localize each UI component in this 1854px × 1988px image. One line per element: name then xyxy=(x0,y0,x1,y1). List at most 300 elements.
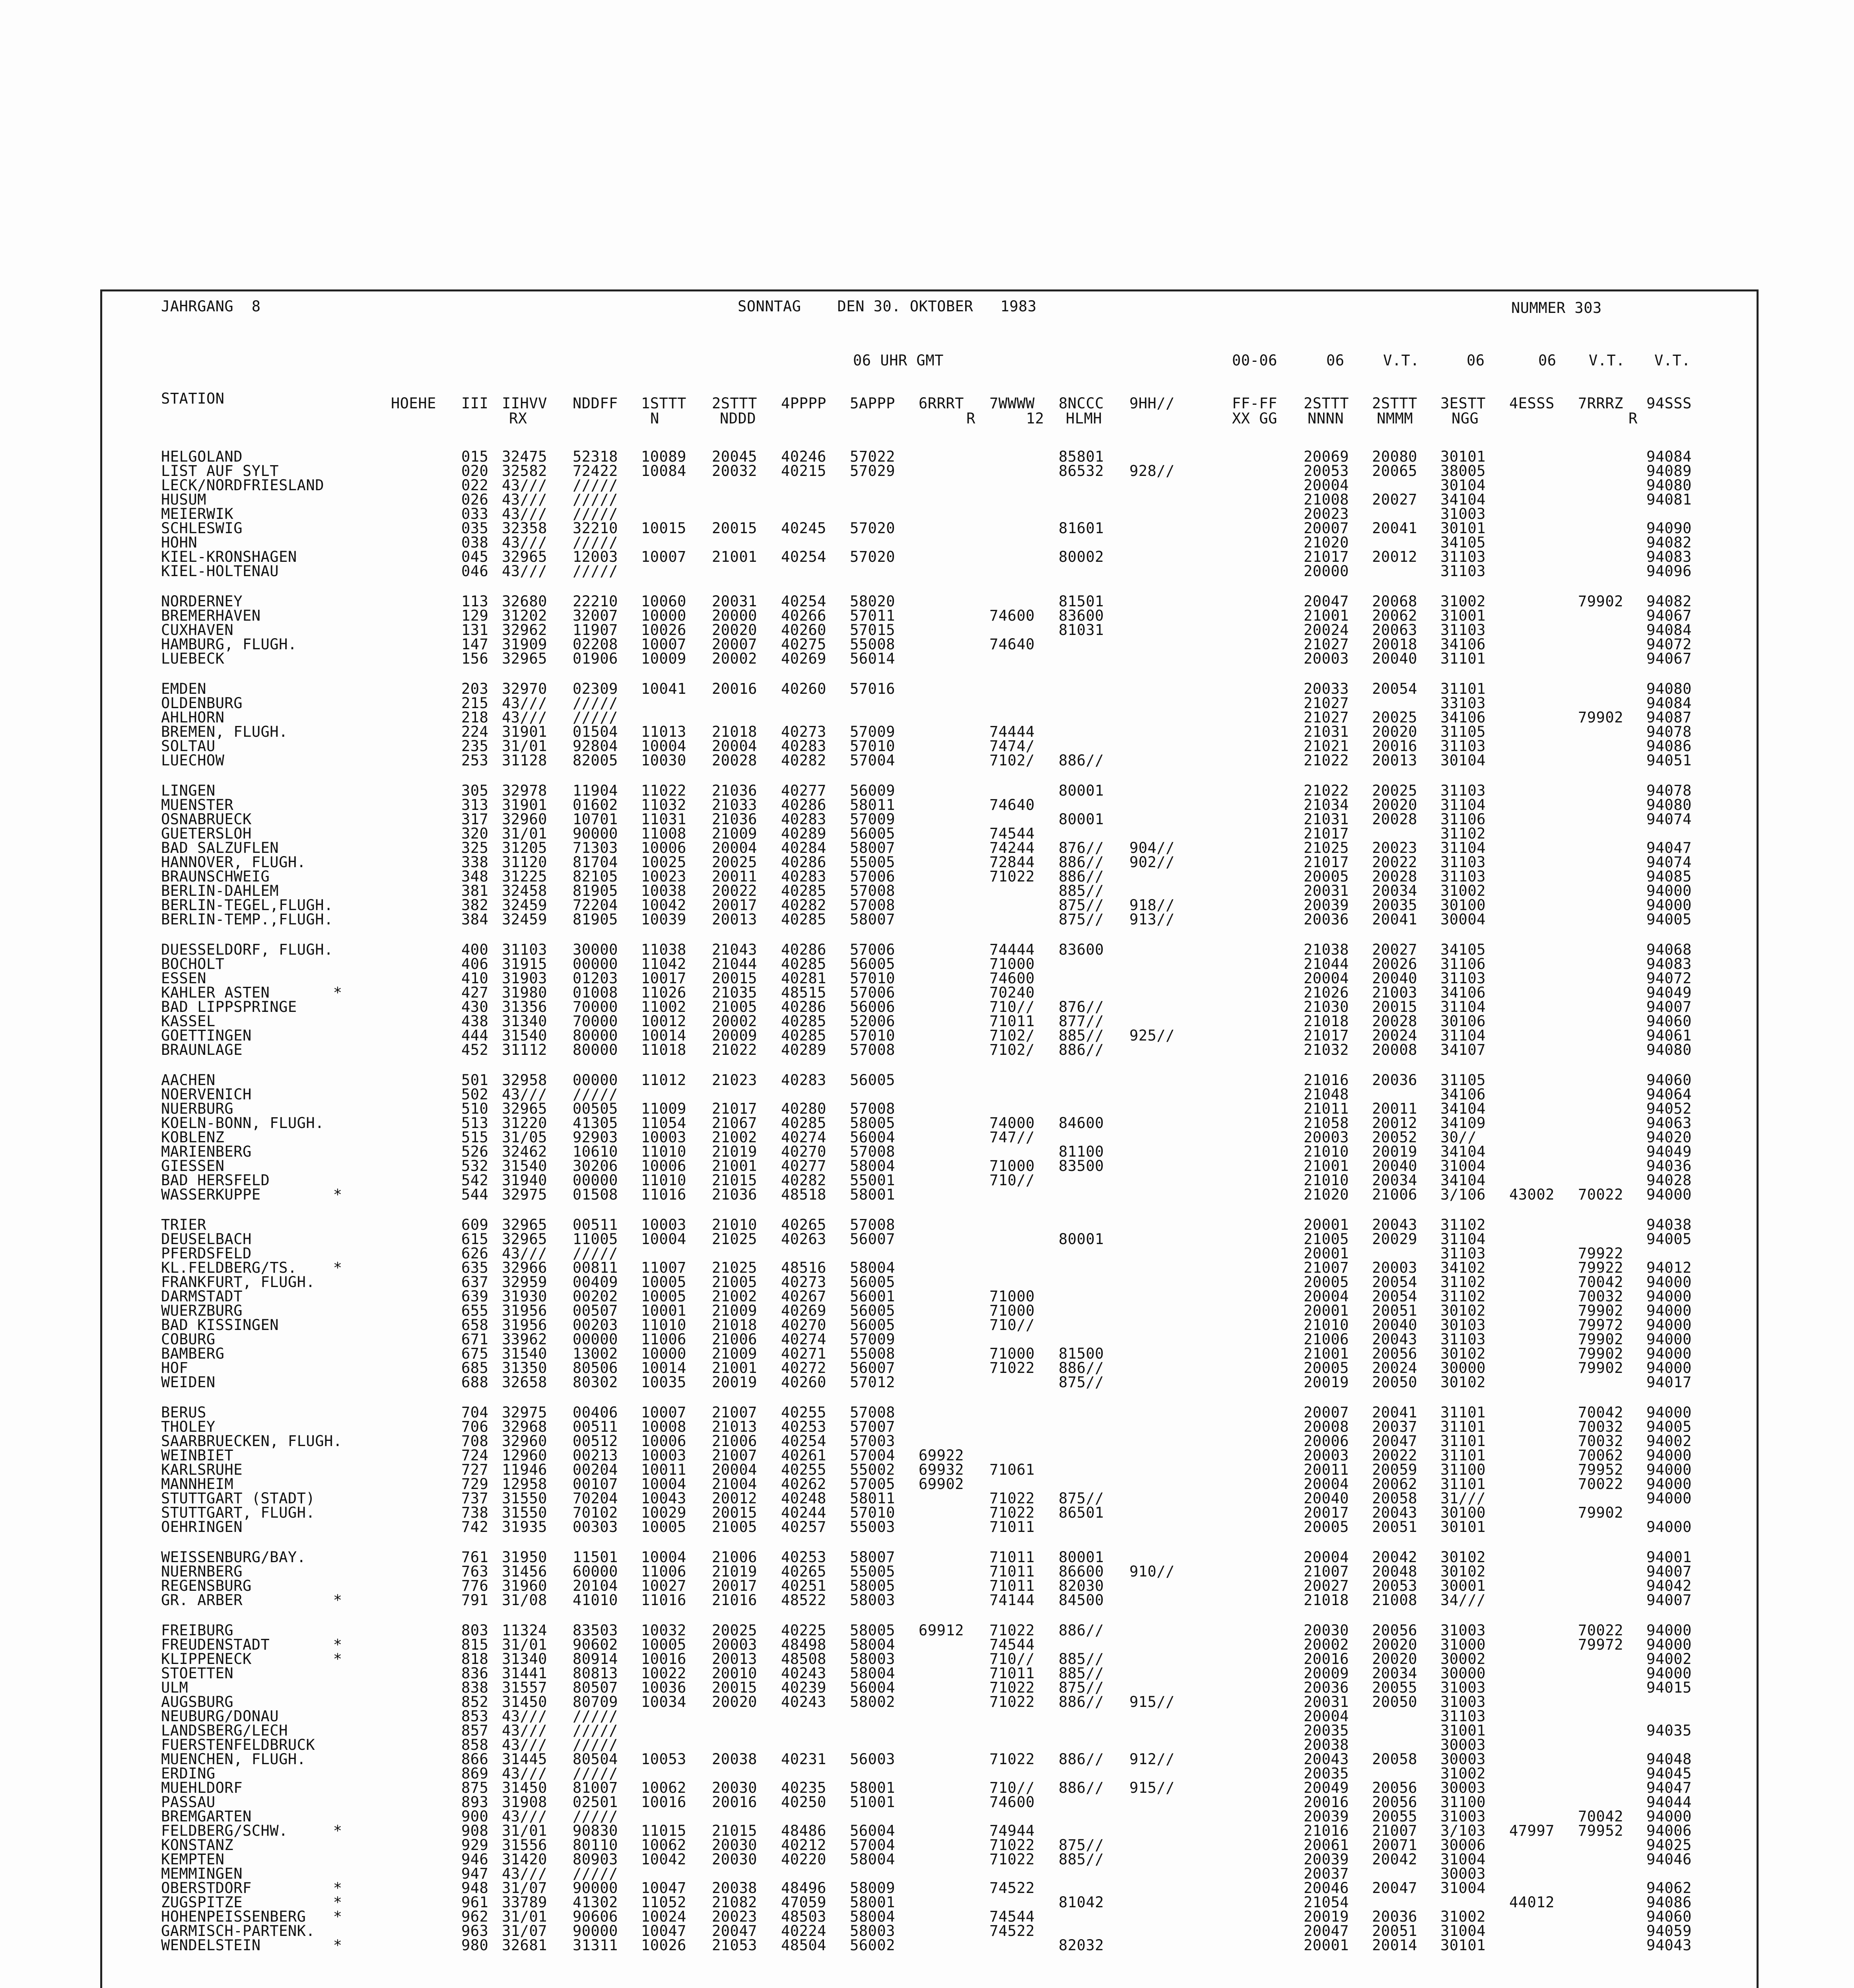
cell-b2sttt2: 20040 xyxy=(1372,650,1417,667)
cell-b2sttt: 20016 xyxy=(1304,1794,1349,1811)
cell-4pppp: 40255 xyxy=(781,1461,826,1478)
cell-3estt: 31000 xyxy=(1440,1636,1486,1653)
cell-2sttt: 21009 xyxy=(712,1302,757,1319)
cell-b2sttt: 21006 xyxy=(1304,1331,1349,1348)
cell-b2sttt: 20033 xyxy=(1304,680,1349,697)
cell-iihvv: 31/01 xyxy=(502,825,547,842)
cell-3estt: 31103 xyxy=(1440,854,1486,871)
cell-b2sttt2: 20013 xyxy=(1372,752,1417,769)
cell-b2sttt: 20005 xyxy=(1304,1274,1349,1291)
cell-1sttt: 11054 xyxy=(641,1114,686,1132)
cell-94sss: 94002 xyxy=(1646,1433,1692,1450)
cell-3estt: 31101 xyxy=(1440,1404,1486,1421)
cell-iii: 384 xyxy=(461,911,489,928)
cell-4pppp: 40254 xyxy=(781,548,826,565)
cell-4pppp: 40254 xyxy=(781,593,826,610)
cell-7rrrz: 79922 xyxy=(1578,1245,1623,1262)
cell-b2sttt: 21005 xyxy=(1304,1231,1349,1248)
cell-nddff: 00000 xyxy=(573,1172,618,1189)
cell-94sss: 94005 xyxy=(1646,911,1692,928)
cell-b2sttt: 21017 xyxy=(1304,854,1349,871)
cell-8nccc: 875// xyxy=(1059,911,1104,928)
cell-7wwww: 71022 xyxy=(989,1679,1035,1696)
cell-iii: 738 xyxy=(461,1504,489,1521)
cell-7rrrz: 79902 xyxy=(1578,709,1623,726)
cell-7wwww: 71022 xyxy=(989,1837,1035,1854)
cell-b2sttt: 21022 xyxy=(1304,752,1349,769)
cell-5appp: 56005 xyxy=(850,955,895,973)
cell-4pppp: 40265 xyxy=(781,1563,826,1580)
cell-station: PASSAU xyxy=(161,1794,216,1811)
cell-b2sttt: 20004 xyxy=(1304,1475,1349,1493)
cell-94sss: 94044 xyxy=(1646,1794,1692,1811)
cell-2sttt: 21006 xyxy=(712,1433,757,1450)
cell-4pppp: 40270 xyxy=(781,1316,826,1334)
cell-iihvv: 32459 xyxy=(502,897,547,914)
cell-iihvv: 11946 xyxy=(502,1461,547,1478)
cell-iii: 026 xyxy=(461,491,489,508)
cell-3estt: 31002 xyxy=(1440,593,1486,610)
cell-iihvv: 31/05 xyxy=(502,1129,547,1146)
cell-94sss: 94001 xyxy=(1646,1549,1692,1566)
cell-4pppp: 40285 xyxy=(781,955,826,973)
cell-3estt: 31001 xyxy=(1440,1722,1486,1739)
cell-nddff: ///// xyxy=(573,505,618,522)
cell-7wwww: 74640 xyxy=(989,796,1035,813)
cell-2sttt: 20016 xyxy=(712,1794,757,1811)
cell-2sttt: 21004 xyxy=(712,1475,757,1493)
cell-2sttt: 20030 xyxy=(712,1779,757,1796)
cell-8nccc: 80001 xyxy=(1059,1231,1104,1248)
cell-8nccc: 886// xyxy=(1059,1693,1104,1710)
cell-1sttt: 10008 xyxy=(641,1418,686,1435)
cell-5appp: 58001 xyxy=(850,1894,895,1911)
cell-nddff: 72422 xyxy=(573,462,618,480)
cell-iihvv: 43/// xyxy=(502,1245,547,1262)
cell-station: BERLIN-DAHLEM xyxy=(161,882,279,899)
cell-station: KARLSRUHE xyxy=(161,1461,243,1478)
cell-3estt: 31103 xyxy=(1440,1331,1486,1348)
cell-b2sttt2: 20053 xyxy=(1372,1577,1417,1594)
cell-iihvv: 31112 xyxy=(502,1041,547,1058)
cell-5appp: 58001 xyxy=(850,1779,895,1796)
cell-b2sttt: 20069 xyxy=(1304,448,1349,465)
cell-1sttt: 10027 xyxy=(641,1577,686,1594)
cell-iihvv: 31540 xyxy=(502,1157,547,1175)
cell-3estt: 30000 xyxy=(1440,1359,1486,1376)
cell-iihvv: 43/// xyxy=(502,505,547,522)
cell-4pppp: 48504 xyxy=(781,1937,826,1954)
cell-5appp: 57005 xyxy=(850,1475,895,1493)
cell-station: DUESSELDORF, FLUGH. xyxy=(161,941,333,958)
cell-5appp: 56005 xyxy=(850,1274,895,1291)
cell-b2sttt: 21018 xyxy=(1304,1013,1349,1030)
cell-7wwww: 710// xyxy=(989,1316,1035,1334)
cell-1sttt: 10032 xyxy=(641,1622,686,1639)
cell-9hh: 913// xyxy=(1129,911,1175,928)
cell-station: BREMGARTEN xyxy=(161,1808,252,1825)
cell-8nccc: 885// xyxy=(1059,882,1104,899)
col-header-7rrrz-sub: R xyxy=(1629,410,1638,427)
cell-2sttt: 20004 xyxy=(712,1461,757,1478)
cell-station: BERLIN-TEMP.,FLUGH. xyxy=(161,911,333,928)
cell-7wwww: 74544 xyxy=(989,825,1035,842)
cell-b2sttt2: 20043 xyxy=(1372,1331,1417,1348)
cell-5appp: 57008 xyxy=(850,1216,895,1233)
cell-iii: 655 xyxy=(461,1302,489,1319)
cell-5appp: 57016 xyxy=(850,680,895,697)
cell-5appp: 57011 xyxy=(850,607,895,624)
cell-b2sttt2: 20014 xyxy=(1372,1937,1417,1954)
cell-94sss: 94007 xyxy=(1646,1563,1692,1580)
cell-3estt: 31103 xyxy=(1440,563,1486,580)
cell-1sttt: 10029 xyxy=(641,1504,686,1521)
cell-94sss: 94086 xyxy=(1646,1894,1692,1911)
cell-iii: 857 xyxy=(461,1722,489,1739)
cell-iihvv: 32358 xyxy=(502,520,547,537)
cell-8nccc: 80001 xyxy=(1059,782,1104,799)
cell-3estt: 31102 xyxy=(1440,1288,1486,1305)
cell-b2sttt2: 20034 xyxy=(1372,1172,1417,1189)
cell-iihvv: 31540 xyxy=(502,1345,547,1362)
cell-7wwww: 71000 xyxy=(989,955,1035,973)
cell-iii: 727 xyxy=(461,1461,489,1478)
cell-94sss: 94061 xyxy=(1646,1027,1692,1044)
cell-5appp: 58001 xyxy=(850,1186,895,1203)
cell-8nccc: 875// xyxy=(1059,1490,1104,1507)
cell-iii: 671 xyxy=(461,1331,489,1348)
cell-8nccc: 886// xyxy=(1059,868,1104,885)
cell-7rrrz: 79952 xyxy=(1578,1822,1623,1839)
cell-b2sttt2: 20020 xyxy=(1372,1650,1417,1668)
cell-station: GUETERSLOH xyxy=(161,825,252,842)
cell-2sttt: 20002 xyxy=(712,1013,757,1030)
group-label-06-a: 06 xyxy=(1326,352,1345,369)
cell-b2sttt2: 20063 xyxy=(1372,621,1417,639)
cell-iii: 022 xyxy=(461,477,489,494)
cell-1sttt: 10036 xyxy=(641,1679,686,1696)
cell-7wwww: 710// xyxy=(989,1779,1035,1796)
cell-1sttt: 11012 xyxy=(641,1072,686,1089)
cell-4pppp: 40277 xyxy=(781,1157,826,1175)
cell-b2sttt2: 20015 xyxy=(1372,998,1417,1015)
cell-3estt: 3/103 xyxy=(1440,1822,1486,1839)
cell-nddff: 00511 xyxy=(573,1418,618,1435)
cell-94sss: 94005 xyxy=(1646,1231,1692,1248)
cell-nddff: 80000 xyxy=(573,1041,618,1058)
cell-94sss: 94090 xyxy=(1646,520,1692,537)
cell-8nccc: 875// xyxy=(1059,897,1104,914)
cell-b2sttt: 20005 xyxy=(1304,1518,1349,1536)
cell-7wwww: 74522 xyxy=(989,1879,1035,1897)
cell-4pppp: 40246 xyxy=(781,448,826,465)
cell-94sss: 94084 xyxy=(1646,695,1692,712)
cell-2sttt: 21016 xyxy=(712,1592,757,1609)
cell-94sss: 94083 xyxy=(1646,955,1692,973)
cell-2sttt: 21015 xyxy=(712,1822,757,1839)
cell-3estt: 31101 xyxy=(1440,650,1486,667)
cell-5appp: 58007 xyxy=(850,911,895,928)
cell-b2sttt: 20027 xyxy=(1304,1577,1349,1594)
cell-b2sttt: 20039 xyxy=(1304,1808,1349,1825)
cell-4pppp: 40260 xyxy=(781,680,826,697)
cell-7rrrz: 70022 xyxy=(1578,1186,1623,1203)
cell-b2sttt2: 20025 xyxy=(1372,709,1417,726)
cell-b2sttt2: 20059 xyxy=(1372,1461,1417,1478)
cell-iihvv: 32459 xyxy=(502,911,547,928)
cell-station: BAD LIPPSPRINGE xyxy=(161,998,297,1015)
cell-iii: 502 xyxy=(461,1086,489,1103)
col-header-5appp: 5APPP xyxy=(850,395,895,412)
cell-iii: 501 xyxy=(461,1072,489,1089)
cell-4pppp: 48515 xyxy=(781,984,826,1001)
cell-iihvv: 31450 xyxy=(502,1779,547,1796)
cell-5appp: 57010 xyxy=(850,970,895,987)
cell-4pppp: 48496 xyxy=(781,1879,826,1897)
cell-nddff: ///// xyxy=(573,1736,618,1753)
cell-iihvv: 43/// xyxy=(502,1722,547,1739)
cell-8nccc: 877// xyxy=(1059,1013,1104,1030)
cell-iii: 658 xyxy=(461,1316,489,1334)
cell-b2sttt2: 20055 xyxy=(1372,1808,1417,1825)
cell-iii: 147 xyxy=(461,636,489,653)
cell-iii: 045 xyxy=(461,548,489,565)
cell-b2sttt2: 20055 xyxy=(1372,1679,1417,1696)
cell-7wwww: 71000 xyxy=(989,1345,1035,1362)
cell-1sttt: 11042 xyxy=(641,955,686,973)
cell-iihvv: 43/// xyxy=(502,534,547,551)
cell-3estt: 3/106 xyxy=(1440,1186,1486,1203)
cell-iii: 706 xyxy=(461,1418,489,1435)
cell-3estt: 31103 xyxy=(1440,548,1486,565)
cell-b2sttt: 20007 xyxy=(1304,1404,1349,1421)
cell-4pppp: 40282 xyxy=(781,1172,826,1189)
cell-94sss: 94086 xyxy=(1646,738,1692,755)
cell-2sttt: 21019 xyxy=(712,1143,757,1160)
cell-2sttt: 21005 xyxy=(712,1274,757,1291)
cell-3estt: 30101 xyxy=(1440,1937,1486,1954)
cell-7wwww: 7102/ xyxy=(989,1027,1035,1044)
cell-3estt: 34/// xyxy=(1440,1592,1486,1609)
cell-4pppp: 40281 xyxy=(781,970,826,987)
cell-station: MANNHEIM xyxy=(161,1475,234,1493)
cell-5appp: 58011 xyxy=(850,1490,895,1507)
cell-iii: 215 xyxy=(461,695,489,712)
cell-station: MUENSTER xyxy=(161,796,234,813)
cell-station: KLIPPENECK * xyxy=(161,1650,342,1668)
cell-2sttt: 20003 xyxy=(712,1636,757,1653)
cell-3estt: 31101 xyxy=(1440,680,1486,697)
cell-1sttt: 10011 xyxy=(641,1461,686,1478)
cell-nddff: 11907 xyxy=(573,621,618,639)
cell-2sttt: 20038 xyxy=(712,1751,757,1768)
cell-station: ESSEN xyxy=(161,970,206,987)
cell-5appp: 58005 xyxy=(850,1577,895,1594)
cell-94sss: 94045 xyxy=(1646,1765,1692,1782)
cell-94sss: 94059 xyxy=(1646,1922,1692,1939)
cell-3estt: 30102 xyxy=(1440,1345,1486,1362)
cell-5appp: 58007 xyxy=(850,839,895,856)
cell-iihvv: 31/01 xyxy=(502,1636,547,1653)
cell-4pppp: 40250 xyxy=(781,1794,826,1811)
cell-b2sttt: 20023 xyxy=(1304,505,1349,522)
cell-station: BAD HERSFELD xyxy=(161,1172,270,1189)
cell-nddff: 00107 xyxy=(573,1475,618,1493)
cell-b2sttt: 20003 xyxy=(1304,1129,1349,1146)
cell-iihvv: 32960 xyxy=(502,811,547,828)
cell-94sss: 94049 xyxy=(1646,984,1692,1001)
cell-iihvv: 32970 xyxy=(502,680,547,697)
cell-7wwww: 71000 xyxy=(989,1302,1035,1319)
cell-b2sttt: 20047 xyxy=(1304,593,1349,610)
cell-nddff: 00811 xyxy=(573,1259,618,1276)
cell-1sttt: 10035 xyxy=(641,1374,686,1391)
cell-7wwww: 74544 xyxy=(989,1636,1035,1653)
cell-b2sttt: 21017 xyxy=(1304,548,1349,565)
cell-7wwww: 74600 xyxy=(989,970,1035,987)
cell-4pppp: 48518 xyxy=(781,1186,826,1203)
cell-5appp: 57022 xyxy=(850,448,895,465)
cell-8nccc: 80002 xyxy=(1059,548,1104,565)
cell-5appp: 58003 xyxy=(850,1922,895,1939)
cell-2sttt: 21044 xyxy=(712,955,757,973)
cell-nddff: 70204 xyxy=(573,1490,618,1507)
cell-nddff: 80709 xyxy=(573,1693,618,1710)
cell-3estt: 31002 xyxy=(1440,1765,1486,1782)
cell-b2sttt: 20009 xyxy=(1304,1665,1349,1682)
cell-nddff: ///// xyxy=(573,491,618,508)
cell-iii: 338 xyxy=(461,854,489,871)
cell-iihvv: 31956 xyxy=(502,1302,547,1319)
cell-9hh: 928// xyxy=(1129,462,1175,480)
cell-b2sttt2: 20041 xyxy=(1372,911,1417,928)
cell-b2sttt: 21016 xyxy=(1304,1072,1349,1089)
cell-94sss: 94000 xyxy=(1646,882,1692,899)
cell-b2sttt2: 20037 xyxy=(1372,1418,1417,1435)
cell-2sttt: 20013 xyxy=(712,911,757,928)
cell-94sss: 94067 xyxy=(1646,607,1692,624)
col-header-3estt-sub: NGG xyxy=(1452,410,1479,427)
cell-station: THOLEY xyxy=(161,1418,216,1435)
cell-b2sttt2: 20016 xyxy=(1372,738,1417,755)
cell-iii: 791 xyxy=(461,1592,489,1609)
cell-nddff: 90000 xyxy=(573,1879,618,1897)
cell-1sttt: 11032 xyxy=(641,796,686,813)
cell-3estt: 34102 xyxy=(1440,1259,1486,1276)
col-header-hoehe: HOEHE xyxy=(391,395,436,412)
cell-3estt: 31003 xyxy=(1440,1808,1486,1825)
cell-3estt: 30104 xyxy=(1440,752,1486,769)
cell-94sss: 94063 xyxy=(1646,1114,1692,1132)
cell-2sttt: 21035 xyxy=(712,984,757,1001)
cell-1sttt: 11009 xyxy=(641,1100,686,1117)
cell-4pppp: 48522 xyxy=(781,1592,826,1609)
cell-nddff: 70000 xyxy=(573,1013,618,1030)
cell-b2sttt: 21010 xyxy=(1304,1316,1349,1334)
cell-94sss: 94080 xyxy=(1646,796,1692,813)
cell-b2sttt: 20016 xyxy=(1304,1650,1349,1668)
cell-5appp: 56005 xyxy=(850,1316,895,1334)
cell-iihvv: 31903 xyxy=(502,970,547,987)
cell-8nccc: 84600 xyxy=(1059,1114,1104,1132)
cell-b2sttt2: 20056 xyxy=(1372,1779,1417,1796)
cell-8nccc: 885// xyxy=(1059,1650,1104,1668)
cell-iihvv: 31/07 xyxy=(502,1879,547,1897)
cell-94sss: 94049 xyxy=(1646,1143,1692,1160)
cell-3estt: 30101 xyxy=(1440,1518,1486,1536)
cell-b2sttt: 20003 xyxy=(1304,1447,1349,1464)
cell-nddff: 00303 xyxy=(573,1518,618,1536)
cell-b2sttt: 21031 xyxy=(1304,723,1349,740)
cell-3estt: 30101 xyxy=(1440,448,1486,465)
cell-iii: 033 xyxy=(461,505,489,522)
cell-iihvv: 32658 xyxy=(502,1374,547,1391)
cell-b2sttt: 21031 xyxy=(1304,811,1349,828)
cell-6rrrt: 69902 xyxy=(919,1475,964,1493)
cell-2sttt: 21006 xyxy=(712,1331,757,1348)
cell-1sttt: 10025 xyxy=(641,854,686,871)
cell-1sttt: 10024 xyxy=(641,1908,686,1925)
cell-4pppp: 40272 xyxy=(781,1359,826,1376)
cell-b2sttt: 21020 xyxy=(1304,534,1349,551)
cell-1sttt: 10062 xyxy=(641,1779,686,1796)
cell-94sss: 94074 xyxy=(1646,854,1692,871)
cell-1sttt: 11015 xyxy=(641,1822,686,1839)
cell-1sttt: 11052 xyxy=(641,1894,686,1911)
cell-3estt: 30102 xyxy=(1440,1549,1486,1566)
cell-2sttt: 21001 xyxy=(712,1359,757,1376)
cell-nddff: 41305 xyxy=(573,1114,618,1132)
cell-4pppp: 40235 xyxy=(781,1779,826,1796)
cell-iihvv: 33789 xyxy=(502,1894,547,1911)
cell-iii: 948 xyxy=(461,1879,489,1897)
cell-iii: 348 xyxy=(461,868,489,885)
cell-1sttt: 10015 xyxy=(641,520,686,537)
cell-94sss: 94047 xyxy=(1646,839,1692,856)
cell-b2sttt2: 20028 xyxy=(1372,1013,1417,1030)
cell-b2sttt: 20037 xyxy=(1304,1865,1349,1882)
col-header-b2sttt2: 2STTT xyxy=(1372,395,1417,412)
cell-b2sttt2: 20058 xyxy=(1372,1490,1417,1507)
cell-nddff: 81007 xyxy=(573,1779,618,1796)
cell-5appp: 58004 xyxy=(850,1665,895,1682)
cell-3estt: 34104 xyxy=(1440,1172,1486,1189)
cell-2sttt: 20017 xyxy=(712,897,757,914)
cell-2sttt: 21017 xyxy=(712,1100,757,1117)
cell-2sttt: 21018 xyxy=(712,723,757,740)
cell-b2sttt2: 20022 xyxy=(1372,1447,1417,1464)
cell-4pppp: 40245 xyxy=(781,520,826,537)
cell-b2sttt: 20046 xyxy=(1304,1879,1349,1897)
cell-b2sttt2: 20062 xyxy=(1372,1475,1417,1493)
cell-4pppp: 40289 xyxy=(781,825,826,842)
cell-5appp: 56004 xyxy=(850,1822,895,1839)
cell-7wwww: 71022 xyxy=(989,868,1035,885)
cell-station: ZUGSPITZE * xyxy=(161,1894,342,1911)
cell-iihvv: 32475 xyxy=(502,448,547,465)
cell-7wwww: 71022 xyxy=(989,1751,1035,1768)
cell-4pppp: 40215 xyxy=(781,462,826,480)
cell-4pppp: 40257 xyxy=(781,1518,826,1536)
cell-nddff: 80302 xyxy=(573,1374,618,1391)
cell-iihvv: 31456 xyxy=(502,1563,547,1580)
cell-7rrrz: 70032 xyxy=(1578,1433,1623,1450)
cell-94sss: 94015 xyxy=(1646,1679,1692,1696)
cell-7rrrz: 70042 xyxy=(1578,1274,1623,1291)
cell-1sttt: 11018 xyxy=(641,1041,686,1058)
cell-7wwww: 71000 xyxy=(989,1288,1035,1305)
cell-3estt: 31103 xyxy=(1440,970,1486,987)
